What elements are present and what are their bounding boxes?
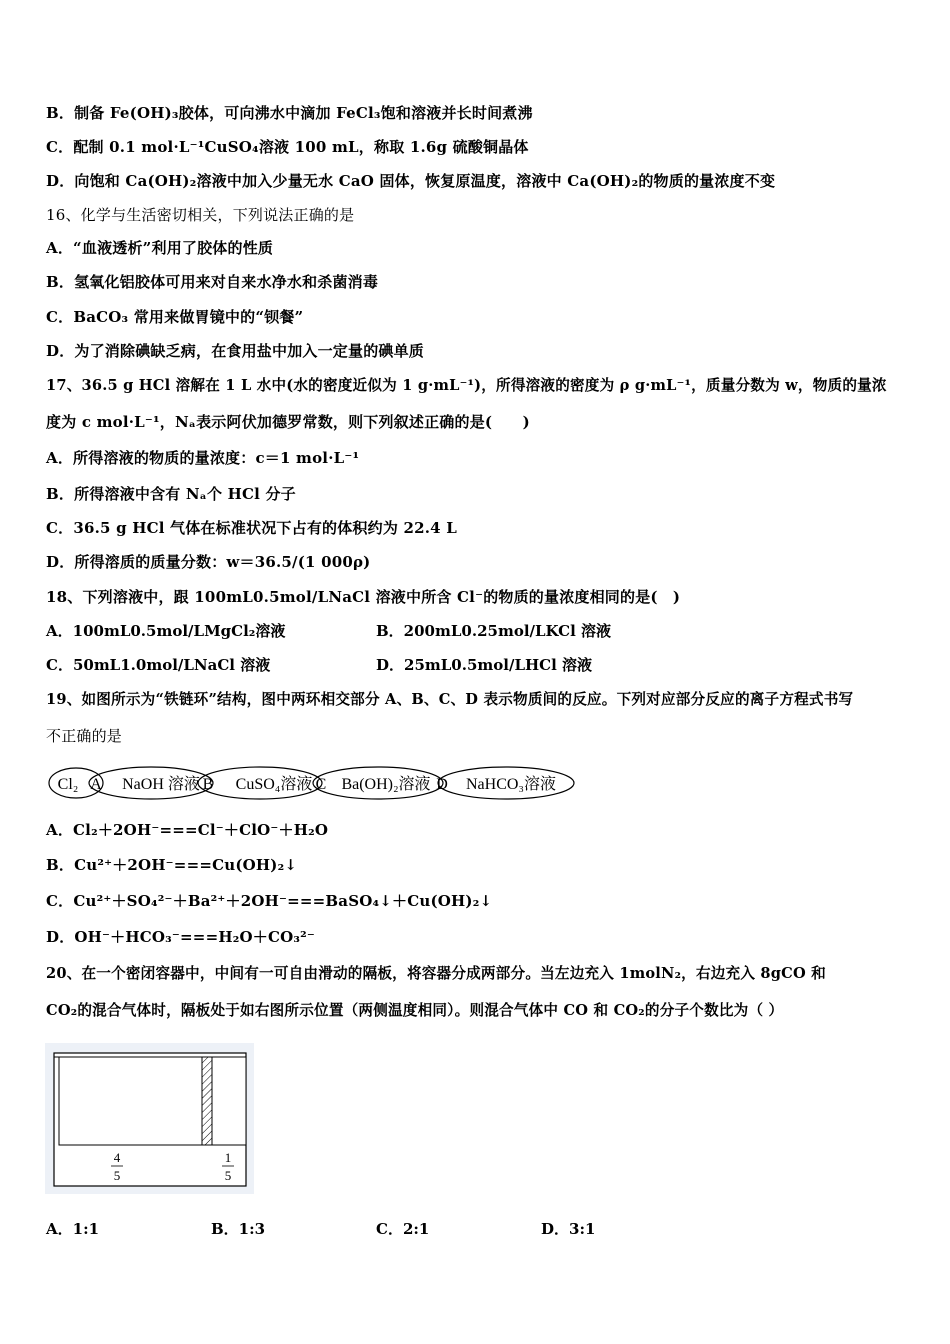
ring-label-naoh: NaOH 溶液 [122,776,200,793]
q19-option-c: C．Cu²⁺＋SO₄²⁻＋Ba²⁺＋2OH⁻===BaSO₄↓＋Cu(OH)₂↓ [46,892,493,910]
q17-stem-line1: 17、36.5 g HCl 溶解在 1 L 水中(水的密度近似为 1 g·mL⁻¹)，所得溶液的密度为 ρ g·mL⁻¹，质量分数为 w，物质的量浓 [46,377,887,394]
container-partition-figure [45,1043,254,1194]
q19-option-a: A．Cl₂＋2OH⁻===Cl⁻＋ClO⁻＋H₂O [46,821,329,839]
joint-c: C [315,776,327,793]
q20-option-d: D．3:1 [541,1220,596,1238]
q16-option-d: D．为了消除碘缺乏病，在食用盐中加入一定量的碘单质 [46,342,425,360]
q20-option-a: A．1:1 [46,1220,100,1238]
q17-option-b: B．所得溶液中含有 Nₐ个 HCl 分子 [46,485,296,503]
q19-option-b: B．Cu²⁺＋2OH⁻===Cu(OH)₂↓ [46,856,298,874]
q17-option-d: D．所得溶质的质量分数：w＝36.5/(1 000ρ) [46,553,371,571]
q20-stem-line1: 20、在一个密闭容器中，中间有一可自由滑动的隔板，将容器分成两部分。当左边充入 1molN₂，右边充入 8gCO 和 [46,965,826,982]
q15-option-d: D．向饱和 Ca(OH)₂溶液中加入少量无水 CaO 固体，恢复原温度，溶液中 Ca(OH)₂的物质的量浓度不变 [46,172,776,190]
ring-label-baoh2: Ba(OH)₂溶液 [341,776,431,793]
q17-stem-line2: 度为 c mol·L⁻¹，Nₐ表示阿伏加德罗常数，则下列叙述正确的是( ) [46,413,530,431]
q18-option-a: A．100mL0.5mol/LMgCl₂溶液 [46,622,286,640]
q19-stem-line1: 19、如图所示为“铁链环”结构，图中两环相交部分 A、B、C、D 表示物质间的反应。下列对应部分反应的离子方程式书写 [46,691,854,708]
q17-option-c: C．36.5 g HCl 气体在标准状况下占有的体积约为 22.4 L [46,519,457,537]
ring-label-cuso4: CuSO₄溶液 [235,776,313,793]
q20-stem-line2: CO₂的混合气体时，隔板处于如右图所示位置（两侧温度相同）。则混合气体中 CO 和 CO₂的分子个数比为（ ） [46,1002,784,1019]
q16-option-a: A．“血液透析”利用了胶体的性质 [46,239,274,257]
q19-stem-line2: 不正确的是 [46,727,123,745]
q18-option-d: D．25mL0.5mol/LHCl 溶液 [376,656,593,674]
joint-d: D [436,776,448,793]
right-fraction-denominator: 5 [224,1168,232,1183]
joint-b: B [202,776,214,793]
q18-option-c: C．50mL1.0mol/LNaCl 溶液 [46,656,271,674]
q20-option-b: B．1:3 [211,1220,266,1238]
left-fraction-numerator: 4 [113,1150,121,1165]
q17-option-a: A．所得溶液的物质的量浓度：c＝1 mol·L⁻¹ [46,449,360,467]
q16-stem: 16、化学与生活密切相关，下列说法正确的是 [46,206,355,224]
ring-label-nahco3: NaHCO₃溶液 [465,776,557,793]
q15-option-c: C．配制 0.1 mol·L⁻¹CuSO₄溶液 100 mL，称取 1.6g 硫酸铜晶体 [46,138,529,156]
q15-option-b: B．制备 Fe(OH)₃胶体，可向沸水中滴加 FeCl₃饱和溶液并长时间煮沸 [46,104,533,122]
iron-chain-diagram [46,764,578,802]
q18-option-b: B．200mL0.25mol/LKCl 溶液 [376,622,612,640]
sliding-partition [202,1057,212,1145]
q19-option-d: D．OH⁻＋HCO₃⁻===H₂O＋CO₃²⁻ [46,928,316,946]
q18-stem: 18、下列溶液中，跟 100mL0.5mol/LNaCl 溶液中所含 Cl⁻的物质的量浓度相同的是( ) [46,588,681,606]
q20-option-c: C．2:1 [376,1220,430,1238]
ring-label-cl2: Cl₂ [57,776,79,793]
right-fraction-numerator: 1 [224,1150,232,1165]
joint-a: A [90,776,102,793]
left-fraction-denominator: 5 [113,1168,121,1183]
q16-option-b: B．氢氧化铝胶体可用来对自来水净水和杀菌消毒 [46,273,379,291]
q16-option-c: C．BaCO₃ 常用来做胃镜中的“钡餐” [46,308,304,326]
